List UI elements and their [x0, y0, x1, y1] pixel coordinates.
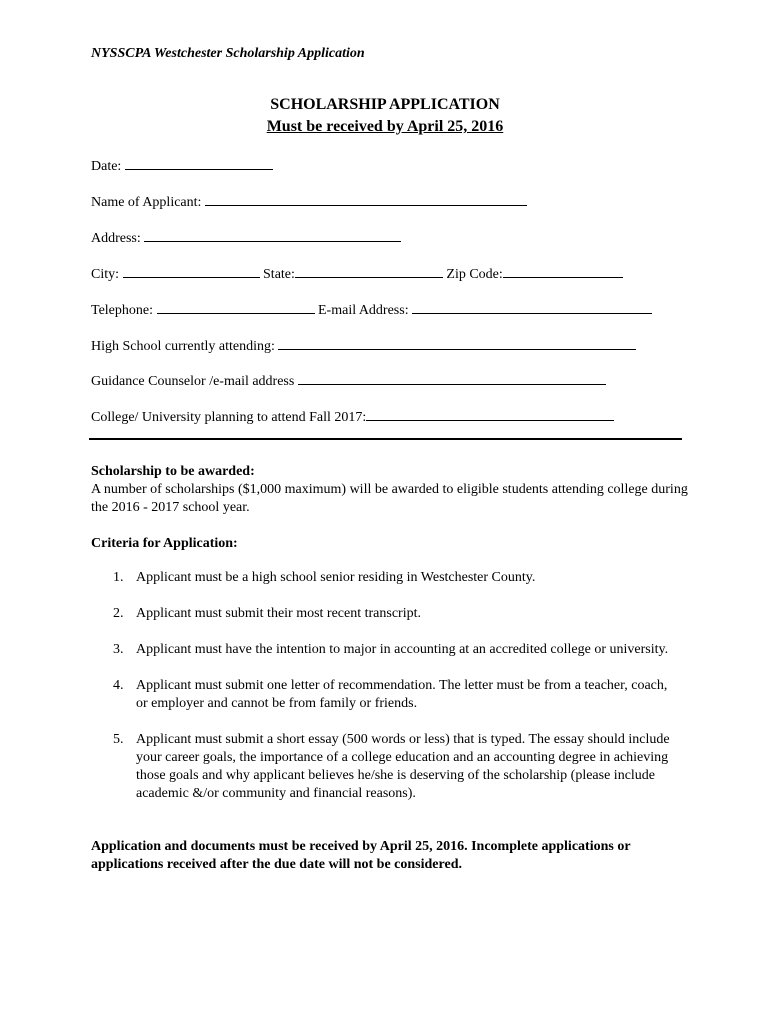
college-input-line[interactable] [366, 406, 614, 421]
email-label: E-mail Address: [318, 303, 409, 318]
criteria-number: 2. [113, 606, 124, 621]
criteria-text: Applicant must submit a short essay (500 words or less) that is typed. The essay should include your career goals, the importance of a college education and an accounting degree in achieving those goals and why applicant believes he/she is deserving of the scholarship (please include academic &/or community and financial reasons). [136, 732, 670, 801]
criteria-item [91, 677, 671, 713]
criteria-item [91, 569, 671, 587]
counselor-label: Guidance Counselor /e-mail address [91, 374, 295, 389]
criteria-number: 4. [113, 678, 124, 693]
address-label: Address: [91, 231, 141, 246]
state-input-line[interactable] [295, 263, 443, 278]
address-input-line[interactable] [144, 227, 401, 242]
email-input-line[interactable] [412, 299, 652, 314]
criteria-text: Applicant must have the intention to major in accounting at an accredited college or university. [136, 642, 669, 657]
applicant-name-label: Name of Applicant: [91, 195, 202, 210]
counselor-field [91, 370, 606, 391]
city-label: City: [91, 267, 120, 282]
criteria-number: 1. [113, 570, 124, 585]
criteria-text: Applicant must be a high school senior residing in Westchester County. [136, 570, 536, 585]
high-school-label: High School currently attending: [91, 339, 275, 354]
telephone-input-line[interactable] [157, 299, 315, 314]
criteria-item [91, 641, 671, 659]
scholarship-section [91, 463, 691, 517]
college-label: College/ University planning to attend Fall 2017: [91, 410, 367, 425]
telephone-label: Telephone: [91, 303, 153, 318]
deadline-note: Application and documents must be received by April 25, 2016. Incomplete applications or applications received after the due date will not be considered. [91, 839, 631, 872]
page-title: SCHOLARSHIP APPLICATION [270, 96, 500, 113]
criteria-list [91, 569, 671, 803]
state-label: State: [263, 267, 295, 282]
date-input-line[interactable] [125, 155, 273, 170]
date-field [91, 155, 273, 176]
city-input-line[interactable] [123, 263, 260, 278]
deadline-subtitle: Must be received by April 25, 2016 [266, 118, 504, 135]
high-school-field [91, 335, 636, 356]
criteria-item [91, 731, 671, 803]
city-state-zip-field [91, 263, 623, 284]
zip-input-line[interactable] [503, 263, 623, 278]
criteria-number: 3. [113, 642, 124, 657]
college-field [91, 406, 614, 427]
criteria-text: Applicant must submit one letter of recommendation. The letter must be from a teacher, coach, or employer and cannot be from family or friends. [136, 678, 668, 711]
telephone-email-field [91, 299, 652, 320]
criteria-heading: Criteria for Application: [91, 536, 238, 551]
date-label: Date: [91, 159, 122, 174]
title-block [0, 94, 770, 138]
scholarship-description: A number of scholarships ($1,000 maximum) will be awarded to eligible students attending college during the 2016 - 2017 school year. [91, 482, 688, 515]
counselor-input-line[interactable] [298, 370, 606, 385]
document-header: NYSSCPA Westchester Scholarship Application [91, 46, 365, 61]
applicant-name-field [91, 191, 527, 212]
criteria-text: Applicant must submit their most recent transcript. [136, 606, 421, 621]
criteria-number: 5. [113, 732, 124, 747]
section-divider [89, 438, 682, 440]
high-school-input-line[interactable] [278, 335, 636, 350]
zip-label: Zip Code: [446, 267, 503, 282]
scholarship-heading: Scholarship to be awarded: [91, 464, 255, 479]
criteria-item [91, 605, 671, 623]
address-field [91, 227, 401, 248]
applicant-name-input-line[interactable] [205, 191, 527, 206]
